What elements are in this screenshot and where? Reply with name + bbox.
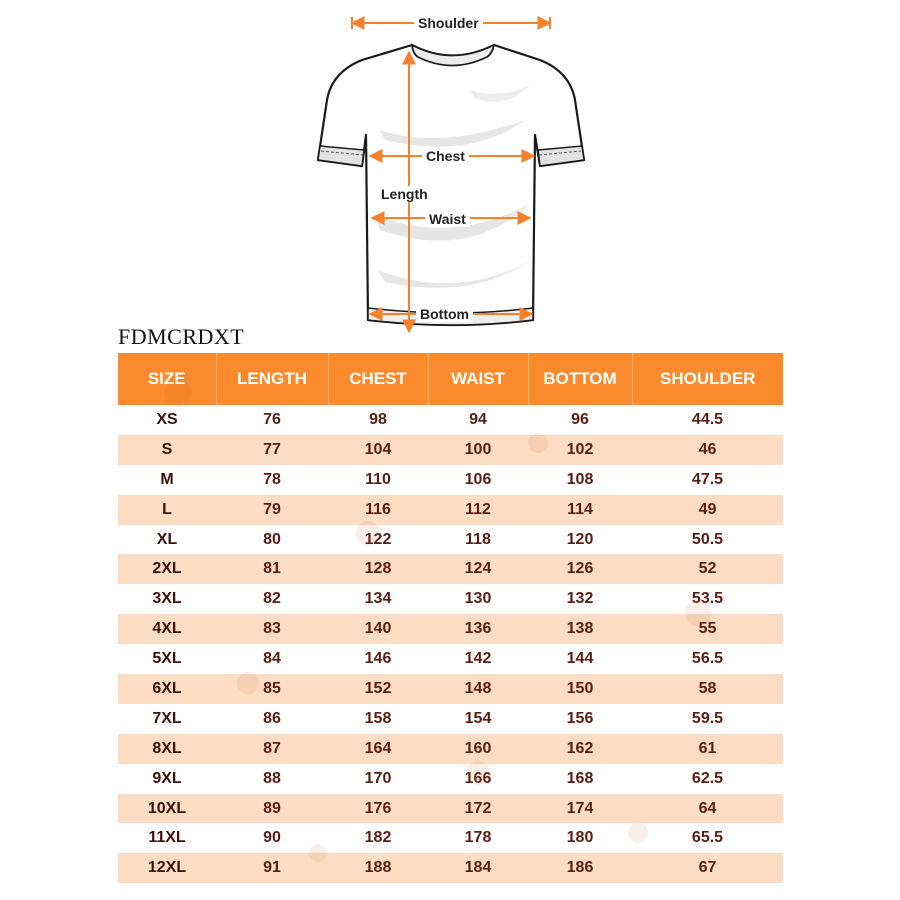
cell-length: 77 [216,435,328,465]
tshirt-icon [0,0,900,350]
cell-length: 80 [216,525,328,555]
cell-shoulder: 56.5 [632,644,783,674]
shoulder-label: Shoulder [414,15,483,31]
cell-size: XL [118,525,216,555]
cell-bottom: 156 [528,704,632,734]
cell-bottom: 180 [528,823,632,853]
cell-length: 85 [216,674,328,704]
cell-bottom: 168 [528,764,632,794]
table-row [118,764,783,794]
header-size: SIZE [118,353,216,405]
table-row [118,465,783,495]
cell-length: 86 [216,704,328,734]
cell-shoulder: 67 [632,853,783,883]
tshirt-diagram [0,0,900,350]
cell-size: M [118,465,216,495]
cell-shoulder: 44.5 [632,405,783,435]
cell-chest: 134 [328,584,428,614]
cell-shoulder: 62.5 [632,764,783,794]
cell-waist: 136 [428,614,528,644]
cell-bottom: 114 [528,495,632,525]
cell-shoulder: 49 [632,495,783,525]
table-row [118,853,783,883]
cell-shoulder: 50.5 [632,525,783,555]
cell-chest: 122 [328,525,428,555]
cell-size: 7XL [118,704,216,734]
cell-size: 2XL [118,554,216,584]
table-row [118,794,783,824]
cell-bottom: 150 [528,674,632,704]
header-chest: CHEST [328,353,428,405]
cell-waist: 100 [428,435,528,465]
cell-shoulder: 59.5 [632,704,783,734]
cell-chest: 188 [328,853,428,883]
cell-bottom: 144 [528,644,632,674]
header-waist: WAIST [428,353,528,405]
cell-chest: 146 [328,644,428,674]
cell-size: 4XL [118,614,216,644]
chest-label: Chest [422,148,469,164]
cell-bottom: 120 [528,525,632,555]
cell-size: 11XL [118,823,216,853]
cell-bottom: 162 [528,734,632,764]
cell-bottom: 186 [528,853,632,883]
cell-chest: 170 [328,764,428,794]
table-row [118,644,783,674]
cell-waist: 178 [428,823,528,853]
cell-chest: 152 [328,674,428,704]
cell-waist: 154 [428,704,528,734]
cell-chest: 104 [328,435,428,465]
cell-chest: 110 [328,465,428,495]
cell-size: 5XL [118,644,216,674]
table-row [118,704,783,734]
cell-waist: 148 [428,674,528,704]
cell-chest: 164 [328,734,428,764]
cell-size: XS [118,405,216,435]
cell-shoulder: 65.5 [632,823,783,853]
table-row [118,734,783,764]
size-chart-table [118,353,783,883]
cell-bottom: 102 [528,435,632,465]
cell-waist: 106 [428,465,528,495]
cell-size: 12XL [118,853,216,883]
cell-shoulder: 46 [632,435,783,465]
cell-shoulder: 61 [632,734,783,764]
cell-chest: 98 [328,405,428,435]
cell-length: 89 [216,794,328,824]
cell-size: 3XL [118,584,216,614]
cell-waist: 142 [428,644,528,674]
cell-length: 87 [216,734,328,764]
cell-length: 91 [216,853,328,883]
cell-length: 76 [216,405,328,435]
cell-chest: 116 [328,495,428,525]
bottom-label: Bottom [416,306,473,322]
cell-length: 84 [216,644,328,674]
cell-length: 81 [216,554,328,584]
cell-length: 82 [216,584,328,614]
cell-length: 83 [216,614,328,644]
header-shoulder: SHOULDER [632,353,783,405]
cell-shoulder: 53.5 [632,584,783,614]
cell-shoulder: 47.5 [632,465,783,495]
header-length: LENGTH [216,353,328,405]
cell-size: L [118,495,216,525]
cell-waist: 172 [428,794,528,824]
table-header-row [118,353,783,405]
length-label: Length [377,186,432,202]
cell-waist: 124 [428,554,528,584]
brand-name: FDMCRDXT [118,324,245,349]
cell-bottom: 174 [528,794,632,824]
cell-size: 6XL [118,674,216,704]
cell-shoulder: 64 [632,794,783,824]
cell-chest: 140 [328,614,428,644]
cell-waist: 112 [428,495,528,525]
cell-size: 9XL [118,764,216,794]
cell-bottom: 108 [528,465,632,495]
cell-shoulder: 55 [632,614,783,644]
cell-shoulder: 52 [632,554,783,584]
cell-chest: 182 [328,823,428,853]
cell-waist: 184 [428,853,528,883]
cell-length: 79 [216,495,328,525]
table-row [118,614,783,644]
cell-waist: 94 [428,405,528,435]
cell-bottom: 126 [528,554,632,584]
waist-label: Waist [425,211,470,227]
cell-bottom: 132 [528,584,632,614]
table-row [118,525,783,555]
cell-size: S [118,435,216,465]
cell-length: 78 [216,465,328,495]
cell-waist: 166 [428,764,528,794]
cell-size: 8XL [118,734,216,764]
cell-chest: 128 [328,554,428,584]
cell-chest: 158 [328,704,428,734]
header-bottom: BOTTOM [528,353,632,405]
cell-length: 90 [216,823,328,853]
cell-waist: 160 [428,734,528,764]
table-row [118,554,783,584]
cell-bottom: 138 [528,614,632,644]
table-row [118,405,783,435]
cell-bottom: 96 [528,405,632,435]
table-row [118,584,783,614]
cell-chest: 176 [328,794,428,824]
cell-waist: 130 [428,584,528,614]
cell-shoulder: 58 [632,674,783,704]
cell-length: 88 [216,764,328,794]
cell-waist: 118 [428,525,528,555]
tshirt-outline [318,45,584,325]
cell-size: 10XL [118,794,216,824]
table-row [118,823,783,853]
table-row [118,495,783,525]
table-row [118,435,783,465]
table-row [118,674,783,704]
